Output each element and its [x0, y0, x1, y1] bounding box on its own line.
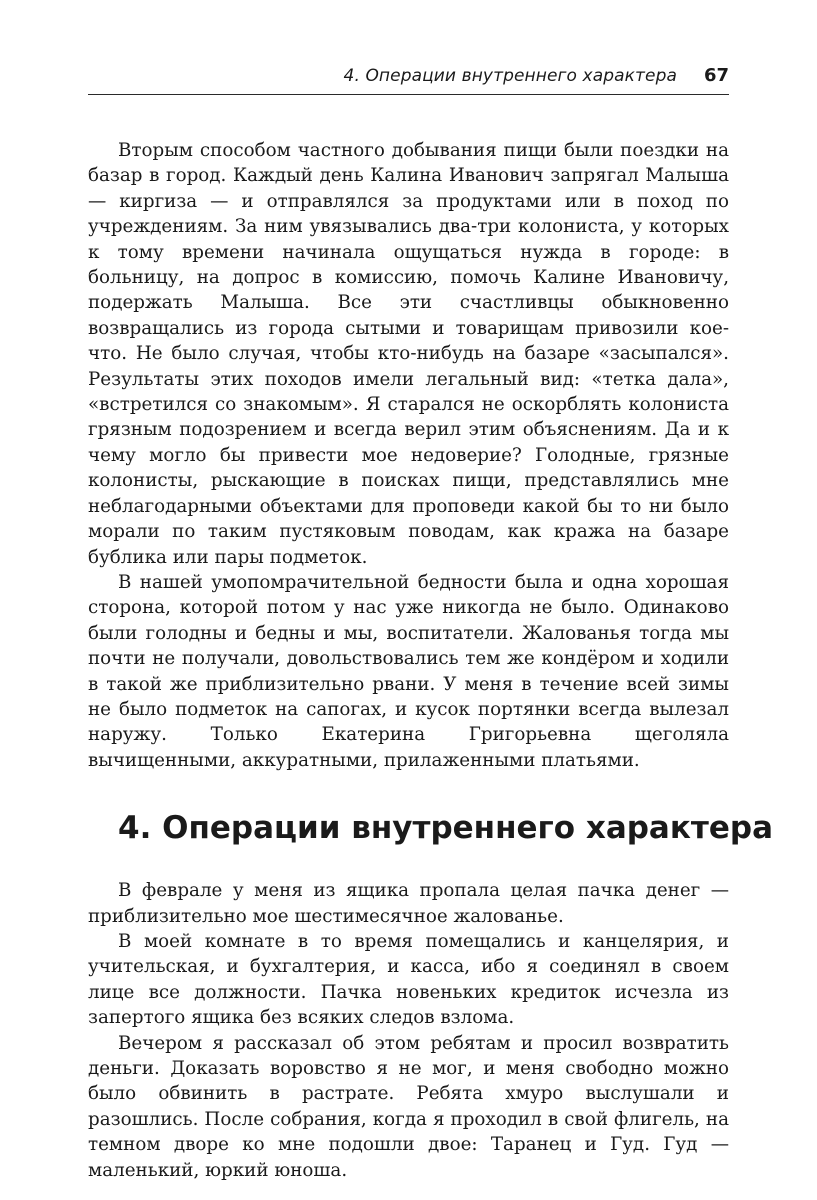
chapter-heading: 4. Операции внутреннего характера: [118, 810, 773, 847]
paragraph: В моей комнате в то время помещались и канцелярия, и учительская, и бухгалтерия, и касса, ибо я соединял в своем лице все должности. Пачка новеньких кредиток исчезла из запертого ящика без всяких следов взлома.: [88, 930, 729, 1029]
page-number: 67: [703, 65, 729, 86]
paragraph: Вечером я рассказал об этом ребятам и просил возвратить деньги. Доказать воровство я не мог, и меня свободно можно было обвинить в растрате. Ребята хмуро выслушали и разошлись. После собрания, когда я проходил в свой флигель, на темном дворе ко мне подошли двое: Таранец и Гуд. Гуд — маленький, юркий юноша.: [88, 1032, 729, 1181]
running-title: 4. Операции внутреннего характера: [343, 66, 677, 86]
running-header: [88, 64, 729, 95]
paragraph: Вторым способом частного добывания пищи были поездки на базар в город. Каждый день Калина Иванович запрягал Малыша — киргиза — и отправлялся за продуктами или в поход по учреждениям. За ним увязывались два-три колониста, у которых к тому времени начинала ощущаться нужда в городе: в больницу, на допрос в комиссию, помочь Калине Ивановичу, подержать Малыша. Все эти счастливцы обыкновенно возвращались из города сытыми и товарищам привозили кое-что. Не было случая, чтобы кто-нибудь на базаре «засыпался». Результаты этих походов имели легальный вид: «тетка дала», «встретился со знакомым». Я старался не оскорблять колониста грязным подозрением и всегда верил этим объяснениям. Да и к чему могло бы привести мое недоверие? Голодные, грязные колонисты, рыскающие в поисках пищи, представлялись мне неблагодарными объектами для проповеди какой бы то ни было морали по таким пустяковым поводам, как кража на базаре бублика или пары подметок.: [88, 140, 729, 568]
page-body: [88, 138, 773, 1183]
paragraph: В феврале у меня из ящика пропала целая пачка денег — приблизительно мое шестимесячное жалованье.: [88, 880, 729, 927]
paragraph: В нашей умопомрачительной бедности была и одна хорошая сторона, которой потом у нас уже никогда не было. Одинаково были голодны и бедны и мы, воспитатели. Жалованья тогда мы почти не получали, довольствовались тем же кондёром и ходили в такой же приблизительно рвани. У меня в течение всей зимы не было подметок на сапогах, и кусок портянки всегда вылезал наружу. Только Екатерина Григорьевна щеголяла вычищенными, аккуратными, прилаженными платьями.: [88, 571, 729, 771]
